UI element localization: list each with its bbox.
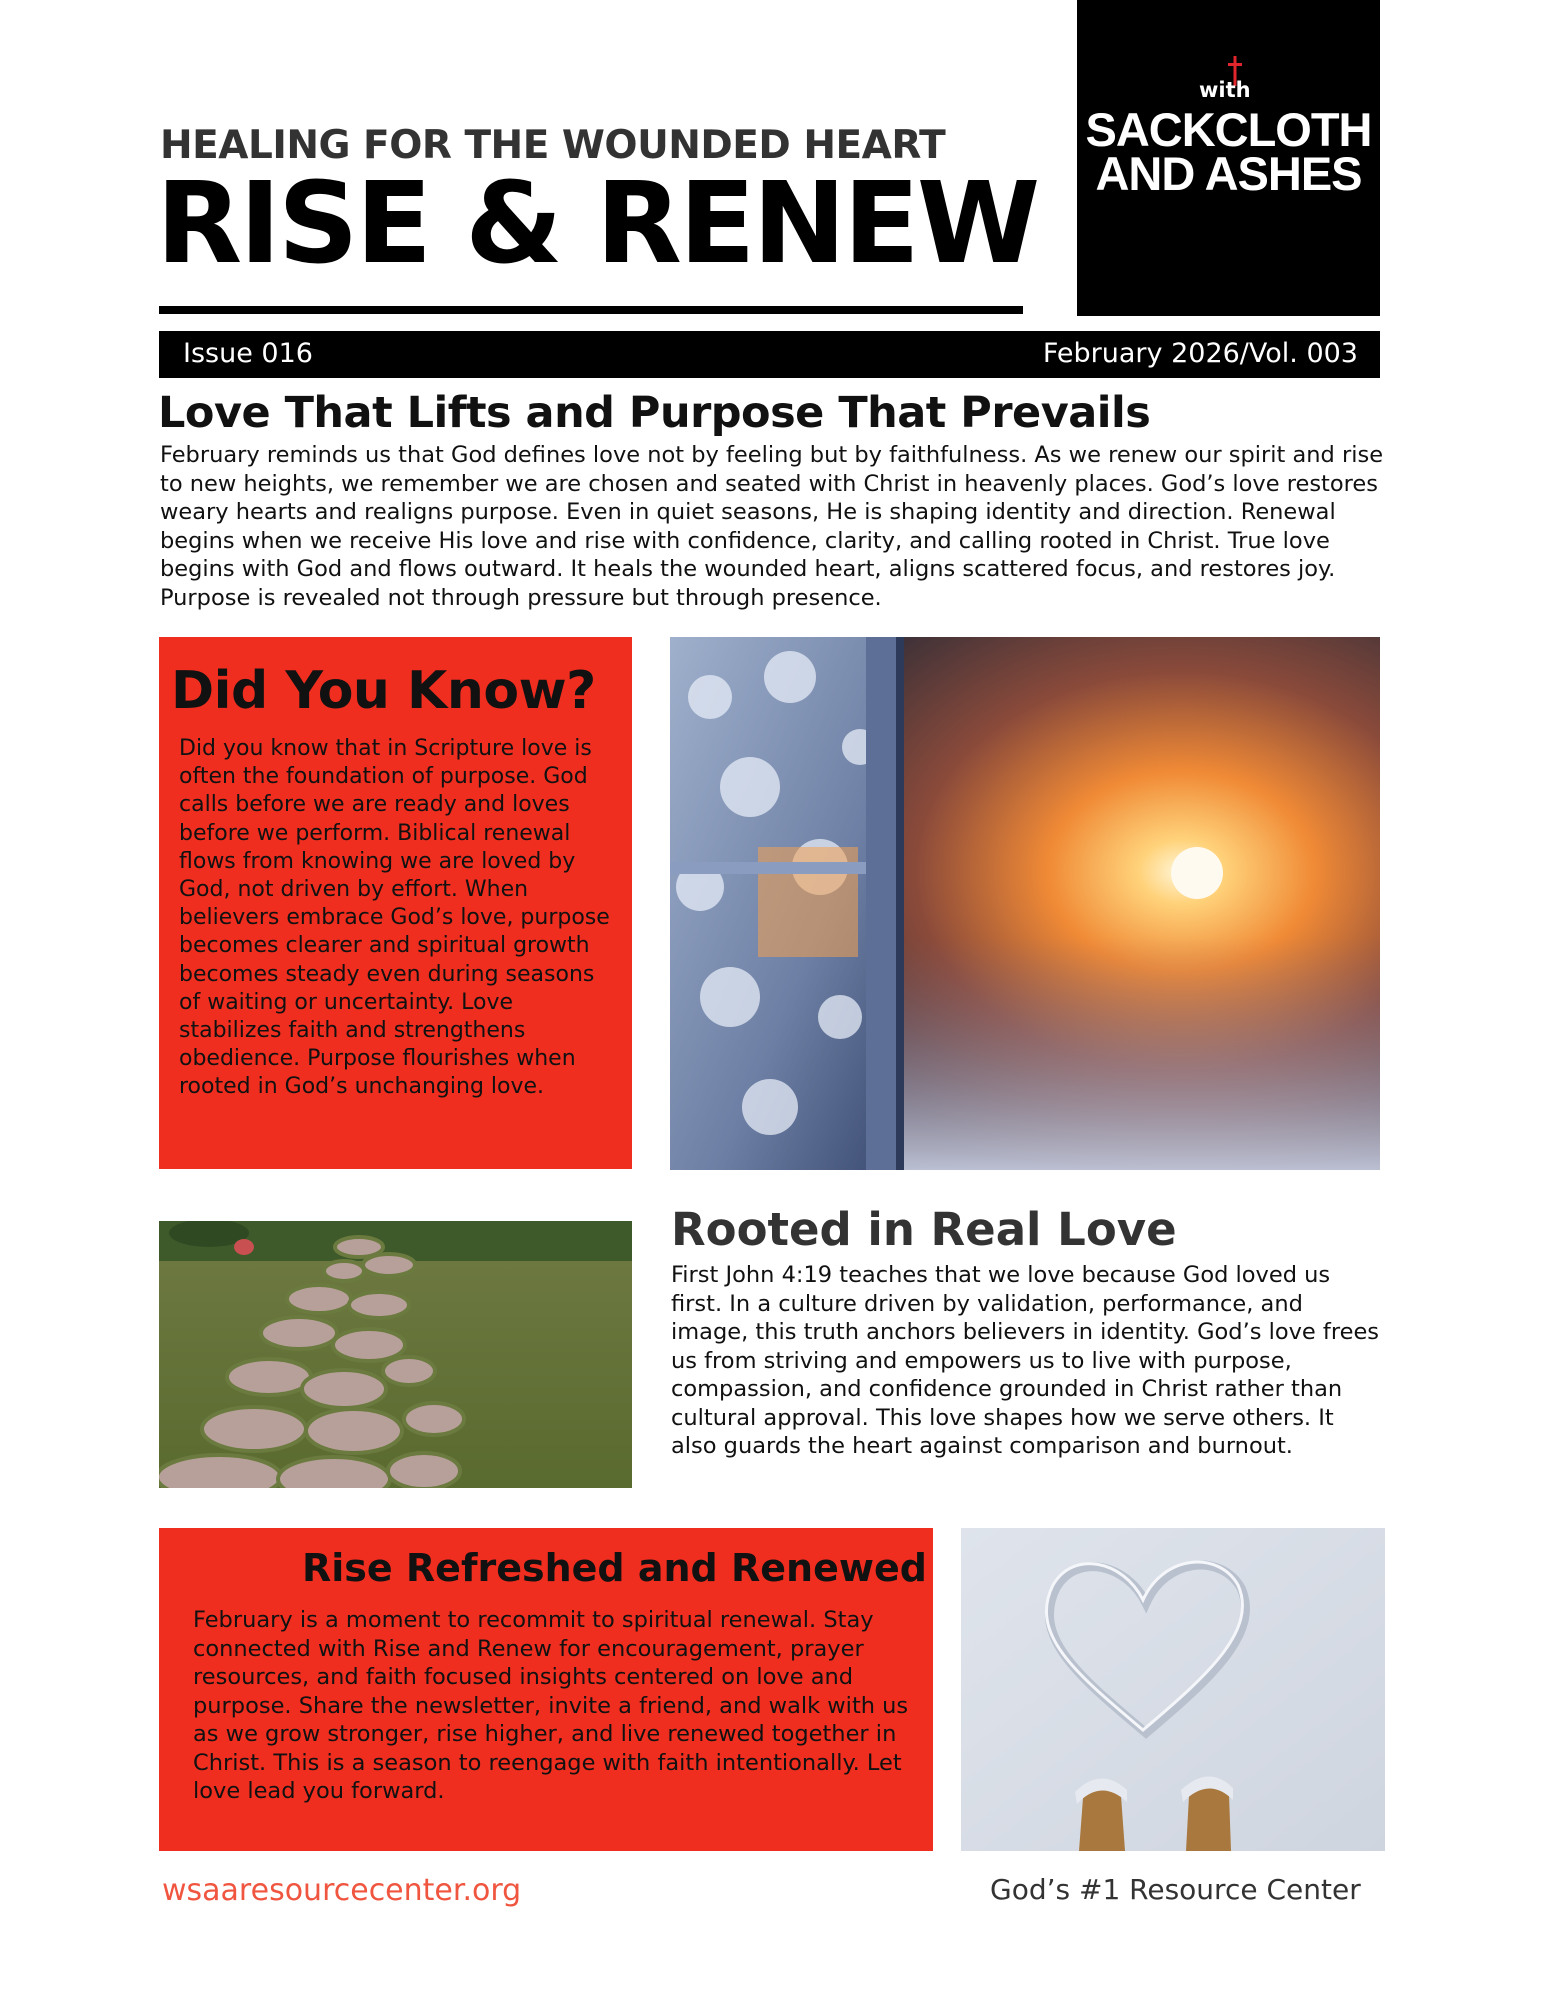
heart-in-snow-image (961, 1528, 1385, 1851)
website-link[interactable]: wsaaresourcecenter.org (162, 1873, 522, 1908)
rise-heading: Rise Refreshed and Renewed (302, 1546, 927, 1590)
issue-date: February 2026/Vol. 003 (1042, 338, 1358, 369)
issue-number: Issue 016 (183, 338, 313, 369)
did-you-know-heading: Did You Know? (171, 661, 596, 721)
did-you-know-body: Did you know that in Scripture love is often the foundation of purpose. God calls before we are ready and loves before we perform. Biblical renewal flows from knowing we are loved by God, not driven by effort. When believers embrace God’s love, purpose becomes clearer and spiritual growth becomes steady even during seasons of waiting or uncertainty. Love stabilizes faith and strengthens obedience. Purpose flourishes when rooted in God’s unchanging love. (179, 736, 610, 1100)
rooted-body: First John 4:19 teaches that we love because God loved us first. In a culture driven by validation, performance, and image, this truth anchors believers in identity. God’s love frees us from striving and empowers us to live with purpose, compassion, and confidence grounded in Christ rather than cultural approval. This love shapes how we serve others. It also guards the heart against comparison and burnout. (671, 1262, 1380, 1459)
newsletter-title: RISE & RENEW (156, 159, 1038, 289)
intro-body: February reminds us that God defines love not by feeling but by faithfulness. As we renew our spirit and rise to new heights, we remember we are chosen and seated with Christ in heavenly places. God’s love restores weary hearts and realigns purpose. Even in quiet seasons, He is shaping identity and direction. Renewal begins when we receive His love and rise with confidence, clarity, and calling rooted in Christ. True love begins with God and flows outward. It heals the wounded heart, aligns scattered focus, and restores joy. Purpose is revealed not through pressure but through presence. (160, 442, 1384, 611)
logo (1077, 0, 1380, 316)
frosted-window-sunset-image (670, 637, 1380, 1170)
did-you-know-box (159, 637, 632, 1169)
rise-refreshed-box (159, 1528, 933, 1851)
newsletter-subtitle: HEALING FOR THE WOUNDED HEART (160, 123, 946, 168)
title-underline (159, 306, 1023, 314)
issue-bar (159, 331, 1380, 378)
logo-line-2: AND ASHES (1095, 147, 1362, 200)
intro-heading: Love That Lifts and Purpose That Prevails (158, 388, 1151, 438)
logo-small-text: with (1199, 78, 1251, 102)
rise-body: February is a moment to recommit to spiritual renewal. Stay connected with Rise and Renew for encouragement, prayer resources, and faith focused insights centered on love and purpose. Share the newsletter, invite a friend, and walk with us as we grow stronger, rise higher, and live renewed together in Christ. This is a season to reengage with faith intentionally. Let love lead you forward. (193, 1607, 909, 1804)
footer-tagline: God’s #1 Resource Center (990, 1873, 1361, 1906)
logo-line-1: SACKCLOTH (1085, 103, 1372, 156)
rooted-heading: Rooted in Real Love (671, 1203, 1177, 1256)
stone-path-image (159, 1221, 632, 1488)
